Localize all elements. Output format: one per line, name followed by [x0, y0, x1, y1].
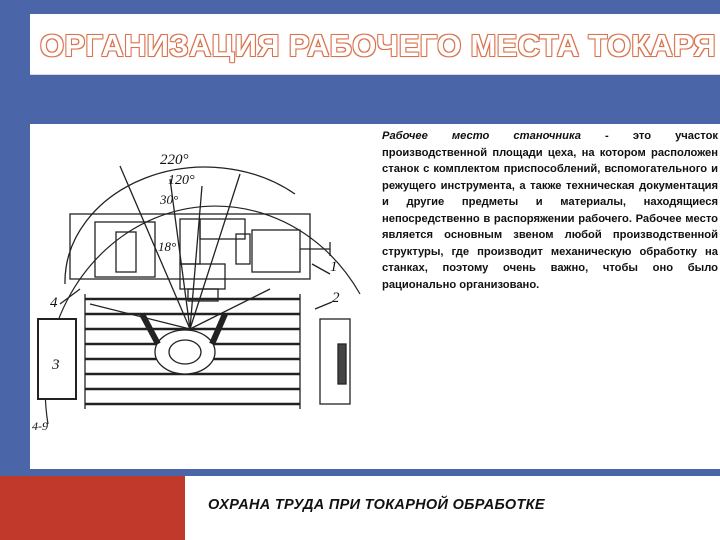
angle-label-18: 18° [158, 239, 177, 254]
footer-accent-block [0, 476, 185, 540]
footer-caption: ОХРАНА ТРУДА ПРИ ТОКАРНОЙ ОБРАБОТКЕ [208, 497, 545, 513]
item-label-3: 3 [52, 357, 60, 373]
angle-label-220: 220° [160, 152, 189, 168]
item-label-2: 2 [332, 290, 340, 306]
corner-label: 4-9 [32, 419, 48, 433]
content-panel [30, 124, 720, 469]
workplace-description [382, 128, 718, 293]
angle-label-30: 30° [160, 192, 179, 207]
description-body: - это участок производственной площади цеха, на котором расположен станок с комплектом приспособлений, вспомогательного и режущего инструмента, а также техническая документация и другие предметы и материалы, находящиеся непосредственно в распоряжении рабочего. Рабочее место является основным звеном любой производственной структуры, где производит механическую обработку на станках, поэтому очень важно, чтобы оно было рационально организовано. [382, 130, 718, 291]
workplace-diagram [30, 124, 375, 434]
description-lead: Рабочее место станочника [382, 130, 582, 142]
title-bar [30, 14, 720, 74]
item-label-1: 1 [330, 259, 338, 275]
slide-title: ОРГАНИЗАЦИЯ РАБОЧЕГО МЕСТА ТОКАРЯ [40, 28, 716, 63]
angle-label-120: 120° [168, 173, 195, 188]
item-label-4: 4 [50, 295, 58, 311]
